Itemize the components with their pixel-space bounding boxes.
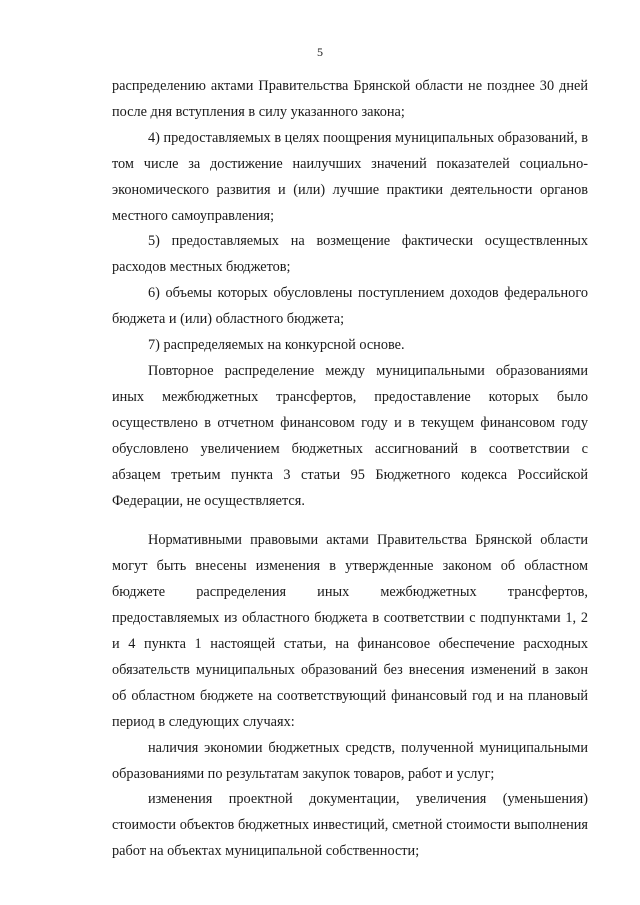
paragraph-normative-acts: Нормативными правовыми актами Правительства Брянской области могут быть внесены изменения в утвержденные законом об областном бюджете распределения иных межбюджетных трансфертов, предоставляемых из областного бюджета в соответствии с подпунктами 1, 2 и 4 пункта 1 настоящей статьи, на финансовое обеспечение расходных обязательств муниципальных образований без внесения изменений в закон об областном бюджете на соответствующий финансовый год и на плановый период в следующих случаях: bbox=[112, 532, 588, 730]
paragraph-spacer bbox=[112, 514, 588, 528]
paragraph-redistribution: Повторное распределение между муниципальными образованиями иных межбюджетных трансфертов, предоставление которых было осуществлено в отчетном финансовом году и в текущем финансовом году обусловлено увеличением бюджетных ассигнований в соответствии с абзацем третьим пункта 3 статьи 95 Бюджетного кодекса Российской Федерации, не осуществляется. bbox=[112, 362, 588, 509]
paragraph-item-6: 6) объемы которых обусловлены поступлением доходов федерального бюджета и (или) областного бюджета; bbox=[112, 285, 588, 328]
paragraph-item-7: 7) распределяемых на конкурсной основе. bbox=[148, 337, 405, 354]
document-body bbox=[112, 74, 588, 865]
paragraph-continuation: распределению актами Правительства Брянской области не позднее 30 дней после дня вступления в силу указанного закона; bbox=[112, 78, 588, 120]
paragraph-item-4: 4) предоставляемых в целях поощрения муниципальных образований, в том числе за достижение наилучших значений показателей социально-экономического развития и (или) лучшие практики деятельности органов местного самоуправления; bbox=[112, 129, 588, 224]
page-number: 5 bbox=[317, 45, 323, 59]
paragraph-case-project-changes: изменения проектной документации, увеличения (уменьшения) стоимости объектов бюджетных инвестиций, сметной стоимости выполнения работ на объектах муниципальной собственности; bbox=[112, 791, 588, 860]
paragraph-case-savings: наличия экономии бюджетных средств, полученной муниципальными образованиями по результатам закупок товаров, работ и услуг; bbox=[112, 739, 588, 782]
paragraph-item-5: 5) предоставляемых на возмещение фактически осуществленных расходов местных бюджетов; bbox=[112, 233, 588, 276]
